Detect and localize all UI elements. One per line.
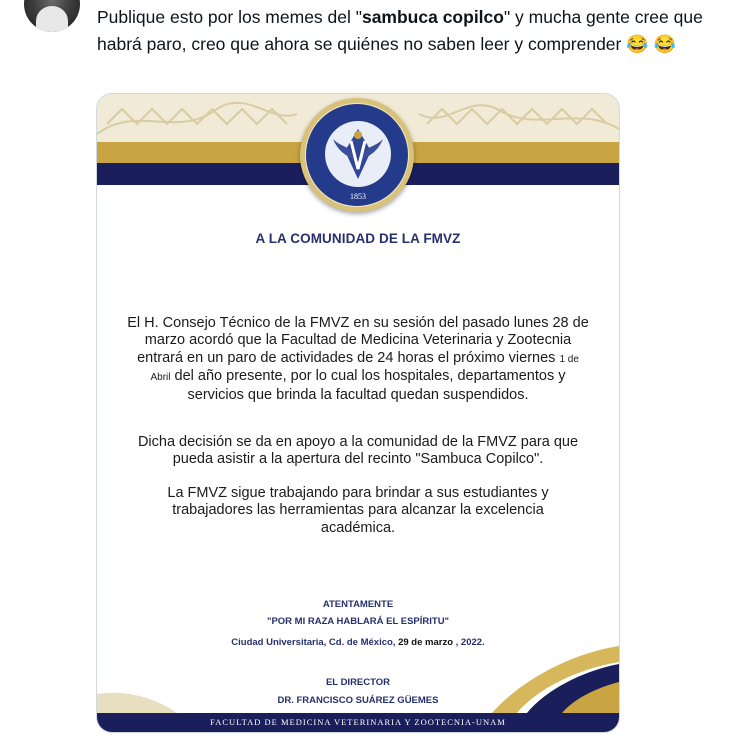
strike-date: 1 de Abril bbox=[150, 353, 579, 384]
seal-year: 1853 bbox=[350, 192, 366, 201]
paragraph-1-text-a: El H. Consejo Técnico de la FMVZ en su sesión del pasado lunes 28 de marzo acordó que la Facultad de Medicina Veterinaria y Zootecnia entrará en un paro de actividades de 24 horas el próximo viernes bbox=[127, 315, 589, 366]
motto-text: "POR MI RAZA HABLARÁ EL ESPÍRITU" bbox=[266, 616, 450, 627]
tears-of-joy-emoji: 😂 bbox=[626, 34, 649, 54]
announcement-paragraph-2: Dicha decisión se da en apoyo a la comunidad de la FMVZ para que pueda asistir a la apertura del recinto "Sambuca Copilco". bbox=[137, 434, 579, 468]
signing-year: , 2022. bbox=[455, 637, 485, 648]
user-avatar[interactable] bbox=[24, 0, 80, 32]
announcement-paragraph-3: La FMVZ sigue trabajando para brindar a sus estudiantes y trabajadores las herramientas para alcanzar la excelencia académica. bbox=[167, 485, 549, 536]
tweet-text bbox=[97, 4, 737, 58]
tweet-text-part1: Publique esto por los memes del " bbox=[97, 7, 362, 27]
tears-of-joy-emoji-2: 😂 bbox=[653, 34, 676, 54]
tweet-image[interactable] bbox=[96, 93, 620, 733]
tweet-text-bold: sambuca copilco bbox=[361, 7, 504, 27]
announcement-paragraph-1 bbox=[127, 315, 589, 404]
closing-text: ATENTAMENTE bbox=[322, 599, 394, 610]
place-text: Ciudad Universitaria, Cd. de México, bbox=[231, 637, 396, 648]
document-heading: A LA COMUNIDAD DE LA FMVZ bbox=[255, 231, 461, 246]
unam-fmvz-seal bbox=[300, 98, 414, 212]
signer-title: EL DIRECTOR bbox=[325, 677, 391, 688]
tweet-text-part2: " y mucha gente cree que habrá paro, creo que ahora se quiénes no saben leer y comprender bbox=[97, 7, 703, 54]
paragraph-1-text-b: del año presente, por lo cual los hospitales, departamentos y servicios que brinda la facultad quedan suspendidos. bbox=[174, 368, 566, 403]
eagle-caduceus-icon bbox=[325, 121, 391, 187]
place-date-line bbox=[97, 637, 619, 648]
document-footer: FACULTAD DE MEDICINA VETERINARIA Y ZOOTECNIA-UNAM bbox=[97, 713, 619, 732]
signer-name: DR. FRANCISCO SUÁREZ GÜEMES bbox=[277, 695, 439, 706]
signing-date: 29 de marzo bbox=[398, 637, 454, 648]
